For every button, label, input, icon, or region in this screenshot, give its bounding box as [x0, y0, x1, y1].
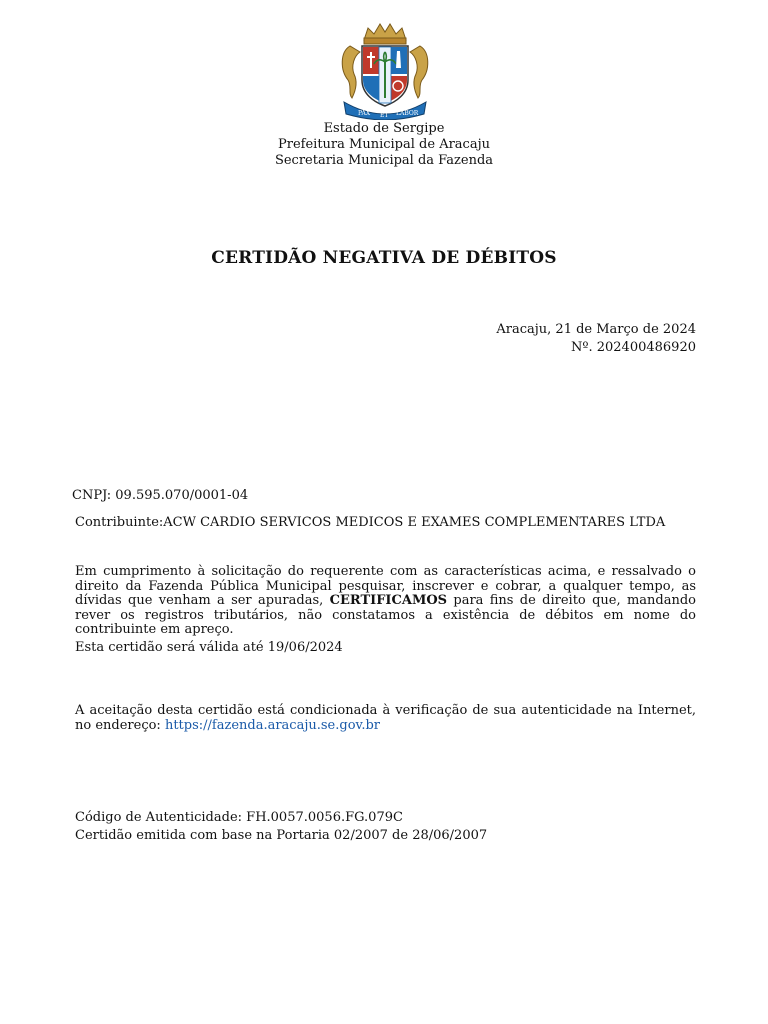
motto-word-3: LABOR — [396, 110, 419, 117]
contribuinte-row — [75, 515, 665, 530]
acceptance-text: A aceitação desta certidão está condicionada à verificação de sua autenticidade na Internet, no endereço: — [75, 703, 696, 733]
certification-text-part1: Em cumprimento à solicitação do requerente com as características acima, e ressalvado o direito da Fazenda Pública Municipal pesquisar, inscrever e cobrar, a qualquer tempo, as dívidas que venham a ser apuradas, — [75, 564, 696, 608]
coat-of-arms-image — [338, 18, 432, 120]
verification-link[interactable]: https://fazenda.aracaju.se.gov.br — [164, 718, 380, 733]
coat-of-arms — [338, 18, 432, 120]
document-title: CERTIDÃO NEGATIVA DE DÉBITOS — [211, 248, 557, 268]
acceptance-paragraph — [75, 703, 696, 733]
cnpj-label: CNPJ: — [72, 488, 112, 503]
contribuinte-label: Contribuinte: — [75, 515, 164, 530]
cnpj-row — [72, 488, 248, 503]
motto-word-1: PAX — [358, 110, 371, 117]
validity-text: Esta certidão será válida até 19/06/2024 — [75, 640, 343, 655]
certificate-number: Nº. 202400486920 — [570, 340, 696, 355]
authenticity-label: Código de Autenticidade: — [75, 810, 243, 825]
certification-paragraph — [75, 565, 696, 638]
header-state: Estado de Sergipe — [323, 121, 445, 136]
authenticity-code: FH.0057.0056.FG.079C — [246, 810, 403, 825]
contribuinte-value: ACW CARDIO SERVICOS MEDICOS E EXAMES COMPLEMENTARES LTDA — [163, 515, 666, 530]
certification-text-part2: para fins de direito que, mandando rever os registros tributários, não constatamos a existência de débitos em nome do contribuinte em apreço. — [75, 593, 696, 637]
header-secretariat: Secretaria Municipal da Fazenda — [274, 153, 494, 168]
motto-word-2: ET — [380, 112, 389, 119]
portaria-text: Certidão emitida com base na Portaria 02/2007 de 28/06/2007 — [75, 828, 488, 843]
authenticity-row — [75, 810, 403, 825]
header-prefecture: Prefeitura Municipal de Aracaju — [278, 137, 490, 152]
place-date: Aracaju, 21 de Março de 2024 — [496, 322, 696, 337]
cnpj-value: 09.595.070/0001-04 — [115, 488, 249, 503]
certificamos-text: CERTIFICAMOS — [329, 593, 448, 608]
